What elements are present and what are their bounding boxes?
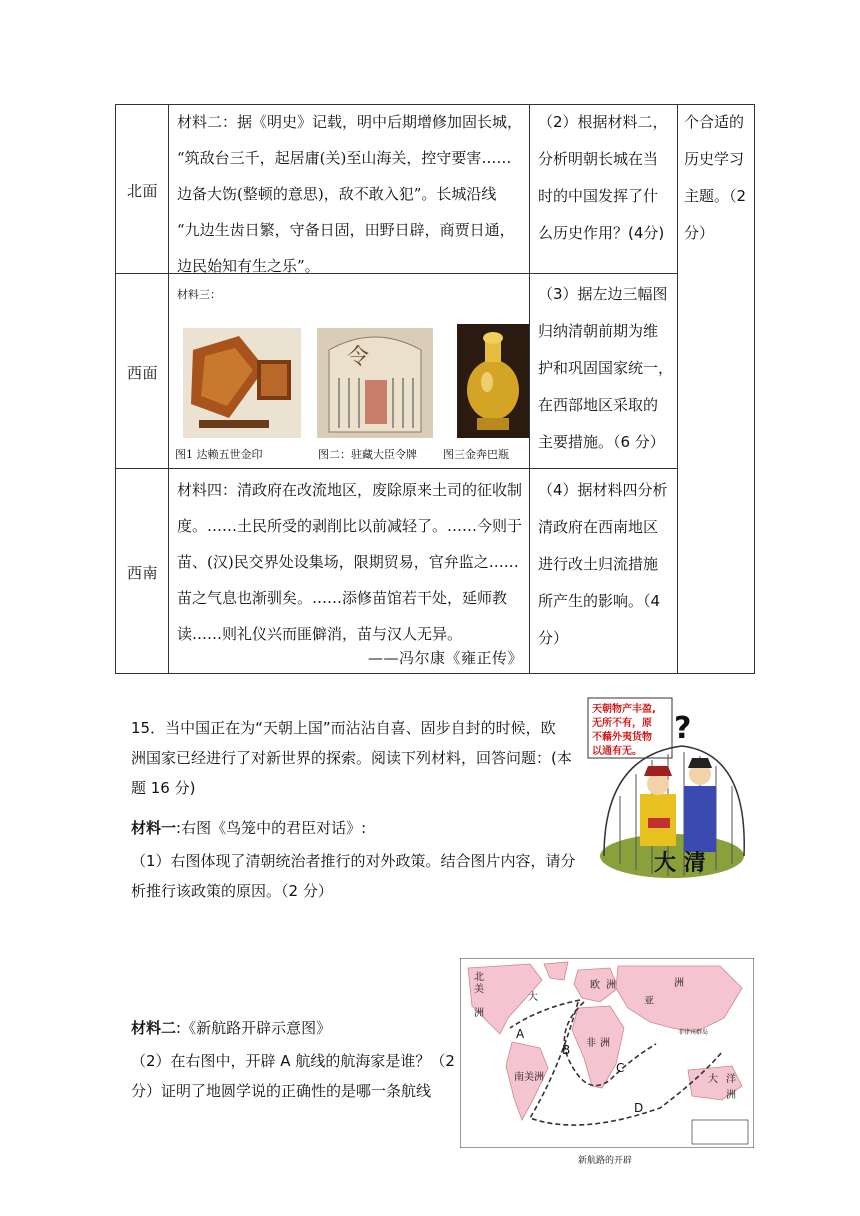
region-label-southwest: 西南	[127, 564, 159, 582]
material-4-source: ——冯尔康《雍正传》	[368, 649, 524, 667]
cartoon-banner: 大 清	[654, 850, 706, 876]
speech-line-2: 无所不有，原	[592, 718, 652, 729]
caption-fig2: 图二：驻藏大臣令牌	[318, 448, 417, 461]
map-label-ocean-1: 大	[528, 992, 538, 1003]
order-plate-image	[317, 328, 433, 438]
route-label-a: A	[516, 1027, 525, 1041]
material-1-label: 材料一	[131, 819, 177, 837]
map-caption: 新航路的开辟	[578, 1156, 633, 1166]
material-2-heading	[131, 1013, 331, 1043]
svg-text:?: ?	[674, 711, 692, 746]
golden-vase-image	[457, 324, 529, 438]
map-label-as-2: 洲	[674, 978, 684, 989]
q15-intro: 15．当中国正在为“天朝上国”而沾沾自喜、固步自封的时候，欧 洲国家已经进行了对新世界的探索。阅读下列材料，回答问题：(本 题 16 分)	[131, 719, 572, 797]
route-label-c: C	[616, 1061, 625, 1075]
material-1-heading	[131, 813, 366, 843]
map-label-oc-3: 洲	[726, 1090, 736, 1101]
map-label-eu-1: 欧	[590, 980, 600, 991]
region-label-north: 北面	[127, 182, 159, 200]
gold-seal-image	[183, 328, 301, 438]
route-label-b: B	[562, 1043, 571, 1057]
map-label-na-2: 美	[474, 984, 484, 995]
map-label-af-2: 洲	[600, 1038, 610, 1049]
material-1-title: :右图《鸟笼中的君臣对话》:	[176, 819, 367, 837]
region-label-west: 西面	[127, 364, 159, 382]
map-legend	[692, 1120, 748, 1144]
question-15-1: （1）右图体现了清朝统治者推行的对外政策。结合图片内容，请分 析推行该政策的原因。（2 分）	[131, 852, 576, 900]
map-label-sa: 南美洲	[514, 1072, 544, 1083]
material-4: 材料四：清政府在改流地区，废除原来土司的征收制 度。……土民所受的剥削比以前减轻了。……今则于 苗、(汉)民交界处设集场，限期贸易，官弁监之…… 苗之气息也渐驯矣。……添修苗馆若干处，延师教 读……则礼仪兴而匪僻消，苗与汉人无异。	[177, 481, 523, 643]
caption-fig3: 图三金奔巴瓶	[443, 448, 509, 461]
map-label-philippines: 菲律宾群岛	[678, 1029, 709, 1036]
map-label-oc-1: 大	[708, 1074, 718, 1085]
map-label-af-1: 非	[586, 1038, 596, 1049]
material-3-label: 材料三：	[177, 288, 221, 301]
map-label-as-1: 亚	[644, 996, 654, 1007]
material-3-images	[169, 320, 529, 438]
speech-line-4: 以通有无。	[592, 746, 642, 757]
speech-line-3: 不藉外夷货物	[592, 732, 652, 743]
map-label-oc-2: 洋	[726, 1074, 736, 1085]
question-4: （4）据材料四分析 清政府在西南地区 进行改土归流措施 所产生的影响。（4 分）	[538, 481, 668, 647]
side-column-text: 个合适的 历史学习 主题。（2 分）	[684, 113, 747, 242]
material-2-title: :《新航路开辟示意图》	[176, 1019, 332, 1037]
material-2-label: 材料二	[131, 1019, 177, 1037]
material-2: 材料二：据《明史》记载，明中后期增修加固长城， “筑敌台三千，起居庸(关)至山海关，控守要害…… 边备大饬(整顿的意思)，敌不敢入犯”。长城沿线 “九边生齿日繁，守备日固，田野日辟，商贾日通， 边民始知有生之乐”。	[177, 113, 523, 275]
map-label-eu-2: 洲	[606, 980, 616, 991]
question-15-2: （2）在右图中，开辟 A 航线的航海家是谁？（2 分）证明了地圆学说的正确性的是哪一条航线	[131, 1052, 455, 1100]
route-label-d: D	[634, 1101, 644, 1115]
map-label-na-1: 北	[474, 972, 484, 983]
caption-fig1: 图1 达赖五世金印	[175, 448, 263, 461]
question-2: （2）根据材料二， 分析明朝长城在当 时的中国发挥了什 么历史作用？(4分)	[538, 113, 668, 242]
new-routes-map	[460, 958, 754, 1148]
speech-line-1: 天朝物产丰盈,	[592, 704, 656, 715]
question-3: （3）据左边三幅图 归纳清朝前期为维 护和巩固国家统一， 在西部地区采取的 主要措施。（6 分）	[538, 285, 674, 451]
svg-text:令: 令	[347, 345, 370, 370]
birdcage-cartoon	[584, 696, 754, 886]
map-label-na-3: 洲	[474, 1008, 484, 1019]
